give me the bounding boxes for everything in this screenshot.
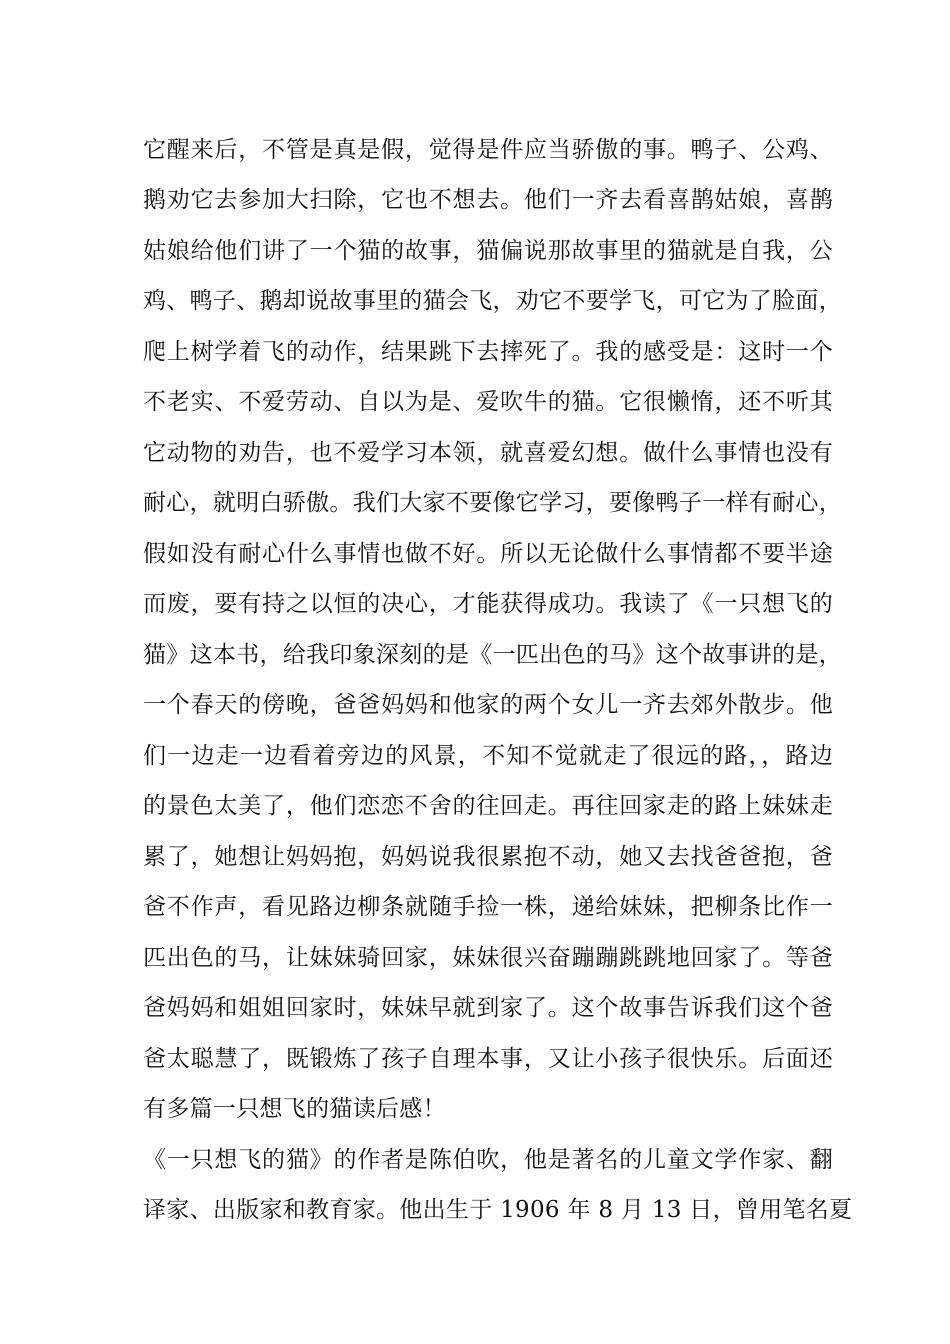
text-line: 它醒来后，不管是真是假，觉得是件应当骄傲的事。鸭子、公鸡、	[143, 137, 833, 163]
text-line: 爸太聪慧了，既锻炼了孩子自理本事，又让小孩子很快乐。后面还	[143, 1046, 833, 1072]
text-line: 爸妈妈和姐姐回家时，妹妹早就到家了。这个故事告诉我们这个爸	[143, 995, 833, 1021]
text-line: 一个春天的傍晚，爸爸妈妈和他家的两个女儿一齐去郊外散步。他	[143, 692, 833, 718]
text-line: 猫》这本书，给我印象深刻的是《一匹出色的马》这个故事讲的是，	[143, 642, 842, 668]
text-line: 累了，她想让妈妈抱，妈妈说我很累抱不动，她又去找爸爸抱，爸	[143, 844, 833, 870]
text-line: 的景色太美了，他们恋恋不舍的往回走。再往回家走的路上妹妹走	[143, 793, 833, 819]
text-line: 姑娘给他们讲了一个猫的故事，猫偏说那故事里的猫就是自我，公	[143, 238, 833, 264]
text-line: 匹出色的马，让妹妹骑回家，妹妹很兴奋蹦蹦跳跳地回家了。等爸	[143, 945, 833, 971]
text-line: 鹅劝它去参加大扫除，它也不想去。他们一齐去看喜鹊姑娘，喜鹊	[143, 187, 833, 213]
text-line: 爬上树学着飞的动作，结果跳下去摔死了。我的感受是：这时一个	[143, 339, 833, 365]
text-line: 不老实、不爱劳动、自以为是、爱吹牛的猫。它很懒惰，还不听其	[143, 389, 833, 415]
text-line: 译家、出版家和教育家。他出生于 1906 年 8 月 13 日，曾用笔名夏	[143, 1197, 853, 1223]
text-line: 《一只想飞的猫》的作者是陈伯吹，他是著名的儿童文学作家、翻	[143, 1147, 833, 1173]
text-line: 假如没有耐心什么事情也做不好。所以无论做什么事情都不要半途	[143, 541, 833, 567]
text-line: 耐心，就明白骄傲。我们大家不要像它学习，要像鸭子一样有耐心，	[143, 490, 842, 516]
text-line: 而废，要有持之以恒的决心，才能获得成功。我读了《一只想飞的	[143, 591, 833, 617]
text-line: 它动物的劝告，也不爱学习本领，就喜爱幻想。做什么事情也没有	[143, 440, 833, 466]
text-line: 鸡、鸭子、鹅却说故事里的猫会飞，劝它不要学飞，可它为了脸面，	[143, 288, 842, 314]
text-line: 爸不作声，看见路边柳条就随手捡一株，递给妹妹，把柳条比作一	[143, 894, 833, 920]
text-line: 们一边走一边看着旁边的风景，不知不觉就走了很远的路，，路边	[143, 743, 833, 769]
text-line-paragraph-end: 有多篇一只想飞的猫读后感！	[143, 1096, 446, 1122]
